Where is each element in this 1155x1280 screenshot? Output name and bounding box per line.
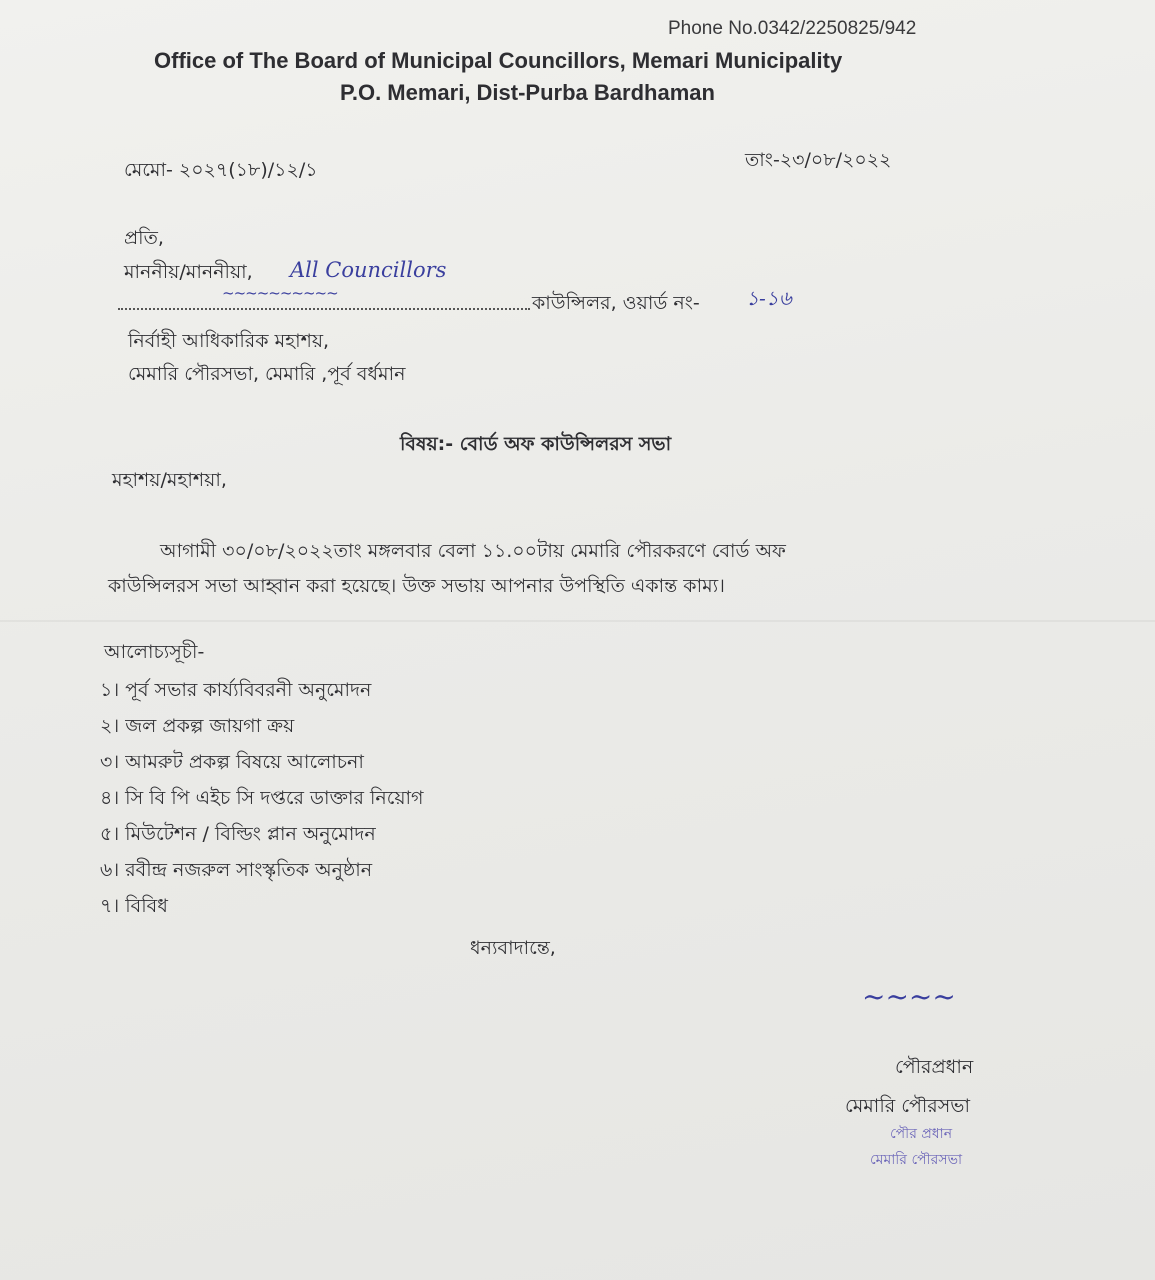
- memo-number: মেমো- ২০২৭(১৮)/১২/১: [124, 159, 318, 181]
- subject-line: বিষয়:- বোর্ড অফ কাউন্সিলরস সভা: [400, 433, 672, 455]
- phone-number: Phone No.0342/2250825/942: [668, 18, 917, 39]
- agenda-item: ১। পূর্ব সভার কার্য্যবিবরনী অনুমোদন: [100, 679, 372, 701]
- body-line-2: কাউন্সিলরস সভা আহ্বান করা হয়েছে। উক্ত সভায় আপনার উপস্থিতি একান্ত কাম্য।: [108, 575, 725, 597]
- office-title: Office of The Board of Municipal Councillors, Memari Municipality: [154, 48, 843, 73]
- agenda-item: ৬। রবীন্দ্র নজরুল সাংস্কৃতিক অনুষ্ঠান: [100, 859, 373, 881]
- agenda-list: [100, 676, 424, 928]
- dotted-line: [118, 308, 530, 310]
- agenda-item: ৩। আমরুট প্রকল্প বিষয়ে আলোচনা: [100, 751, 364, 773]
- memo-date: তাং-২৩/০৮/২০২২: [745, 149, 892, 171]
- signatory-designation: পৌরপ্রধান: [895, 1056, 974, 1078]
- agenda-heading: আলোচ্যসূচী-: [104, 641, 205, 663]
- rubber-stamp-line-1: পৌর প্রধান: [890, 1126, 953, 1142]
- handwritten-recipient: All Councillors: [290, 258, 447, 282]
- exec-address: মেমারি পৌরসভা, মেমারি ,পূর্ব বর্ধমান: [128, 363, 406, 385]
- agenda-item: ৪। সি বি পি এইচ সি দপ্তরে ডাক্তার নিয়োগ: [100, 787, 424, 809]
- closing-thanks: ধন্যবাদান্তে,: [470, 937, 556, 959]
- agenda-item: ৫। মিউটেশন / বিল্ডিং প্লান অনুমোদন: [100, 823, 376, 845]
- body-line-1: আগামী ৩০/০৮/২০২২তাং মঙ্গলবার বেলা ১১.০০টায় মেমারি পৌরকরণে বোর্ড অফ: [160, 540, 786, 562]
- councillor-ward-label: কাউন্সিলর, ওয়ার্ড নং-: [532, 292, 700, 314]
- recipient-to: প্রতি,: [124, 227, 164, 249]
- handwritten-ward-range: ১-১৬: [746, 286, 792, 310]
- signatory-municipality: মেমারি পৌরসভা: [845, 1095, 970, 1117]
- recipient-honorific: মাননীয়/মাননীয়া,: [124, 261, 253, 283]
- office-address: P.O. Memari, Dist-Purba Bardhaman: [340, 80, 715, 105]
- agenda-item: ৭। বিবিধ: [100, 895, 168, 917]
- salutation: মহাশয়/মহাশয়া,: [112, 469, 227, 491]
- agenda-item: ২। জল প্রকল্প জায়গা ক্রয়: [100, 715, 295, 737]
- signature: ~~~~: [862, 980, 956, 1013]
- exec-officer: নির্বাহী আধিকারিক মহাশয়,: [128, 330, 330, 352]
- paper-crease: [0, 620, 1155, 622]
- rubber-stamp-line-2: মেমারি পৌরসভা: [870, 1152, 963, 1168]
- handwritten-scribble: ~~~~~~~~~~: [222, 284, 338, 302]
